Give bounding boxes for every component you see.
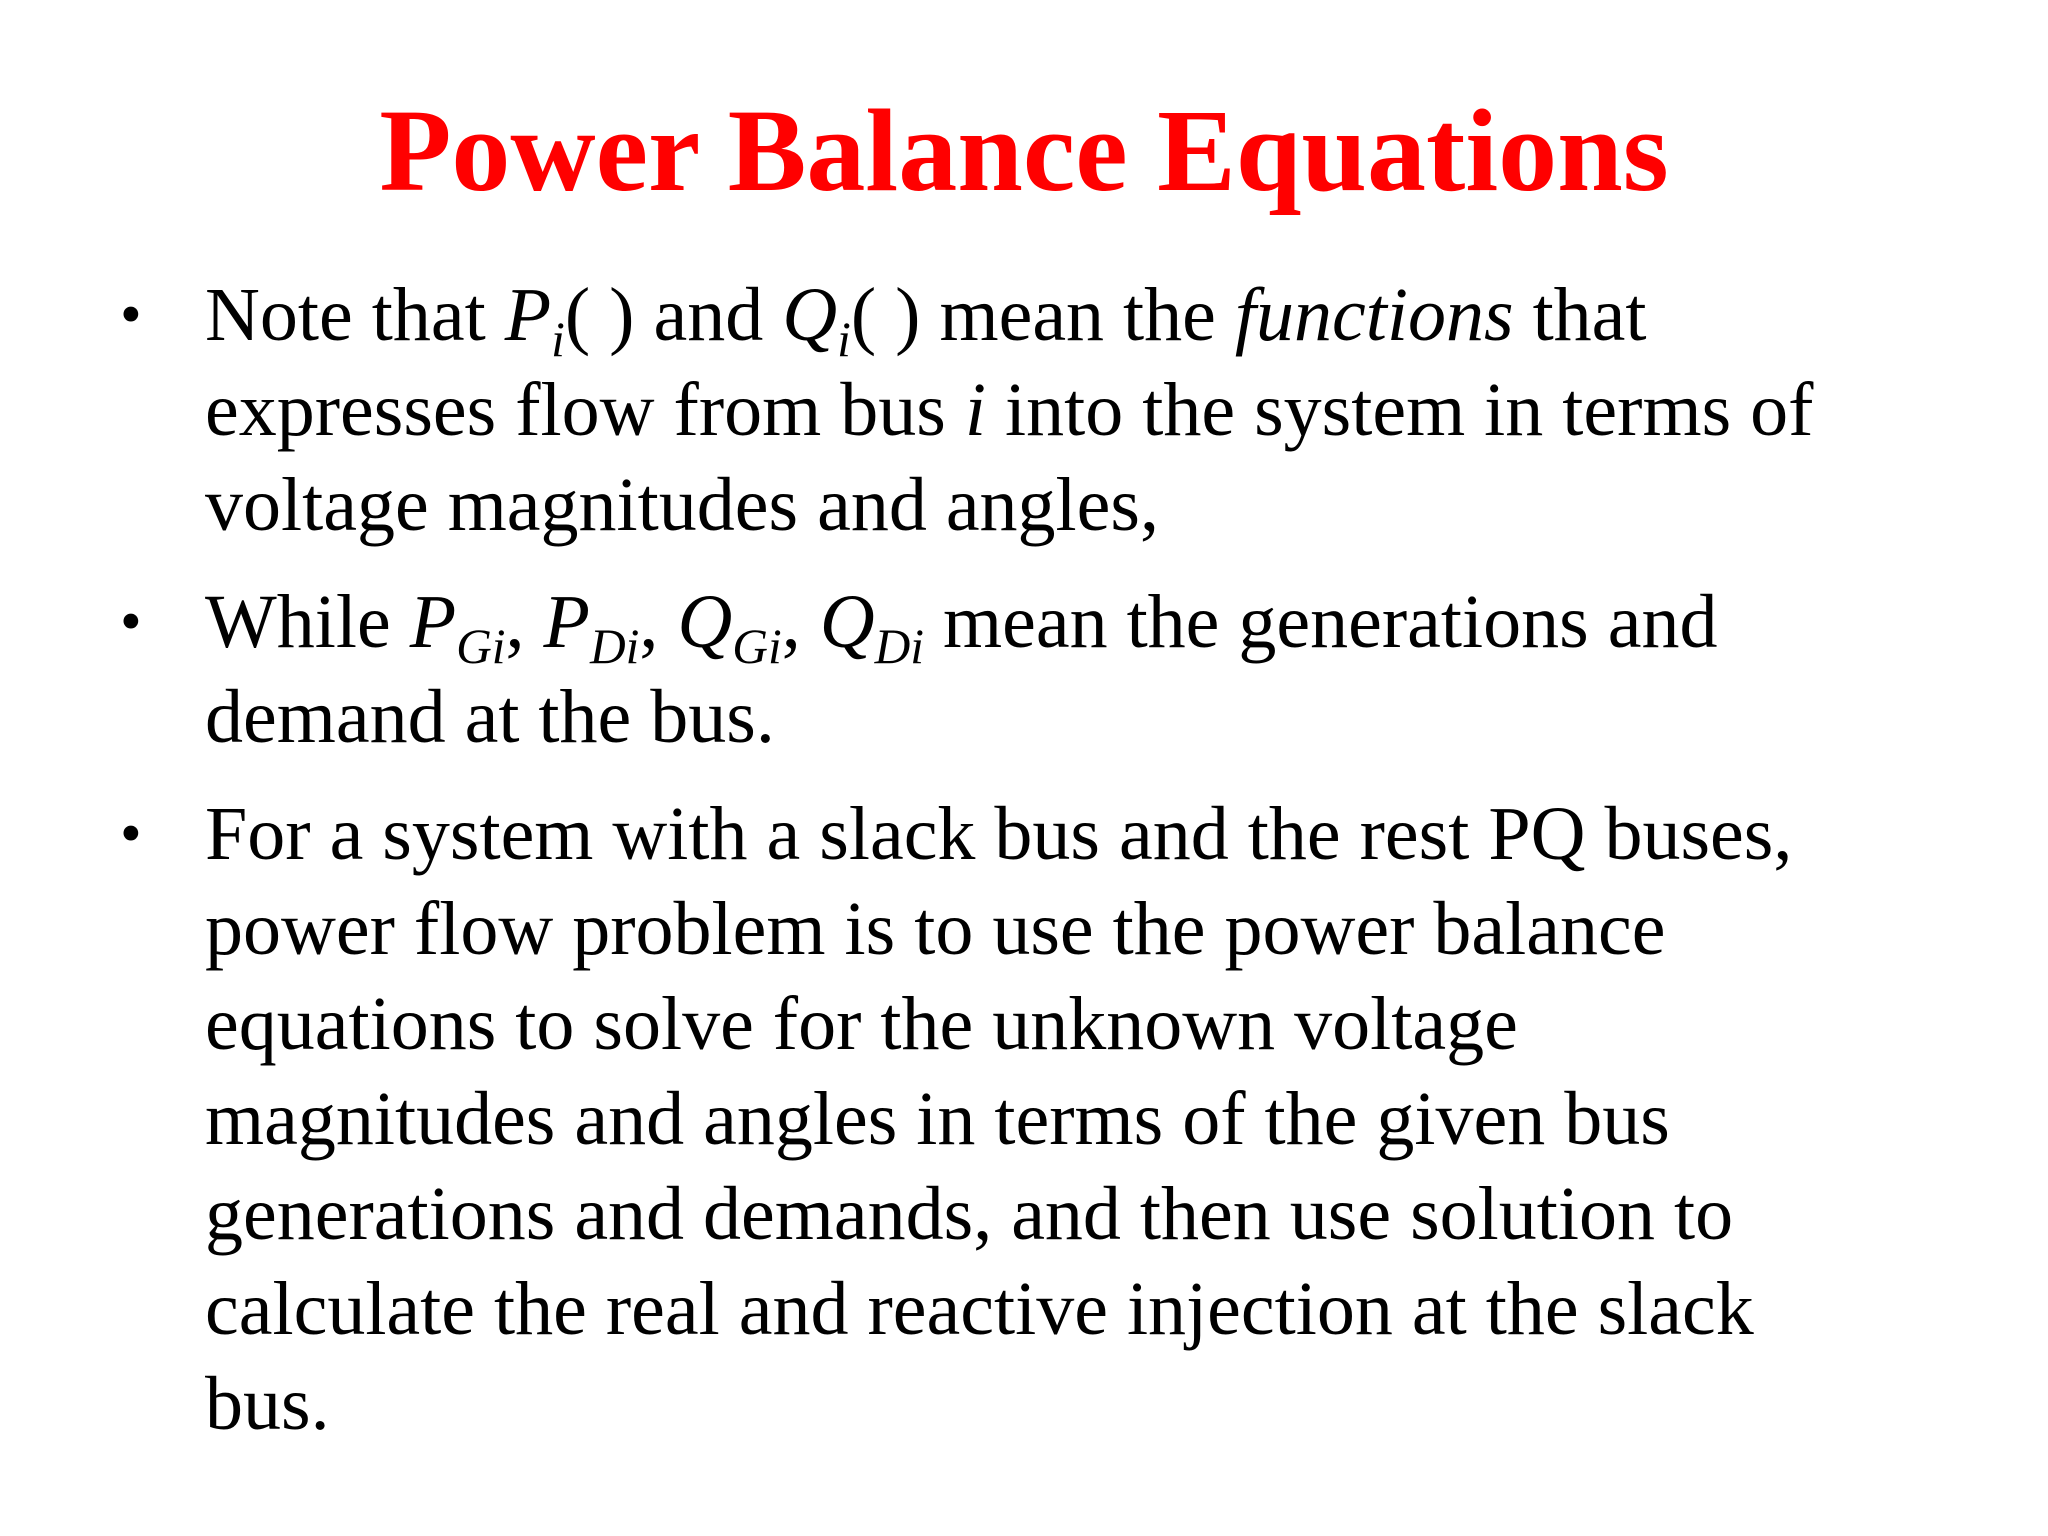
text-run: mean the generations and <box>923 580 1718 664</box>
separator: , <box>781 580 820 664</box>
bullet-item-functions <box>120 268 1960 553</box>
symbol-p: P <box>409 580 457 664</box>
subscript-gi: Gi <box>732 618 782 674</box>
subscript-gi: Gi <box>456 618 506 674</box>
text-run: into the system in terms of <box>985 368 1814 452</box>
subscript-di: Di <box>874 618 924 674</box>
subscript-i: i <box>837 311 851 367</box>
bullet-text <box>205 268 1960 553</box>
bullet-text <box>205 787 1960 1452</box>
subscript-i: i <box>551 311 565 367</box>
bullet-dot: • <box>120 588 142 656</box>
bullet-line: magnitudes and angles in terms of the given bus <box>205 1077 1670 1161</box>
bullet-line <box>205 268 1960 367</box>
bullet-line <box>205 363 1960 458</box>
bullet-dot: • <box>120 281 142 349</box>
symbol-q: Q <box>782 273 838 357</box>
symbol-q: Q <box>819 580 875 664</box>
symbol-p: P <box>504 273 552 357</box>
bullet-item-power-flow-problem <box>120 787 1960 1452</box>
symbol-p: P <box>543 580 590 664</box>
bullet-line <box>205 575 1960 674</box>
text-run: ( ) mean the <box>850 273 1235 357</box>
bullet-line: voltage magnitudes and angles, <box>205 463 1159 547</box>
bullet-line: calculate the real and reactive injection at the slack <box>205 1267 1754 1351</box>
separator: , <box>639 580 678 664</box>
text-run: expresses flow from bus <box>205 368 965 452</box>
slide-title: Power Balance Equations <box>379 85 1669 216</box>
emphasis-functions: functions <box>1234 273 1514 357</box>
bullet-line: equations to solve for the unknown voltage <box>205 982 1518 1066</box>
text-run: that <box>1513 273 1647 357</box>
bullet-list <box>120 268 1960 1474</box>
text-run: Note that <box>205 273 505 357</box>
symbol-i: i <box>964 368 986 452</box>
bullet-item-generations <box>120 575 1960 765</box>
bullet-line: power flow problem is to use the power balance <box>205 887 1666 971</box>
bullet-dot: • <box>120 800 142 868</box>
bullet-line: demand at the bus. <box>205 675 775 759</box>
text-run: ( ) and <box>564 273 783 357</box>
bullet-line: For a system with a slack bus and the rest PQ buses, <box>205 792 1793 876</box>
bullet-line: generations and demands, and then use solution to <box>205 1172 1734 1256</box>
text-run: While <box>205 580 410 664</box>
separator: , <box>505 580 544 664</box>
symbol-q: Q <box>677 580 733 664</box>
bullet-text <box>205 575 1960 765</box>
subscript-di: Di <box>589 618 640 674</box>
bullet-line: bus. <box>205 1362 330 1446</box>
